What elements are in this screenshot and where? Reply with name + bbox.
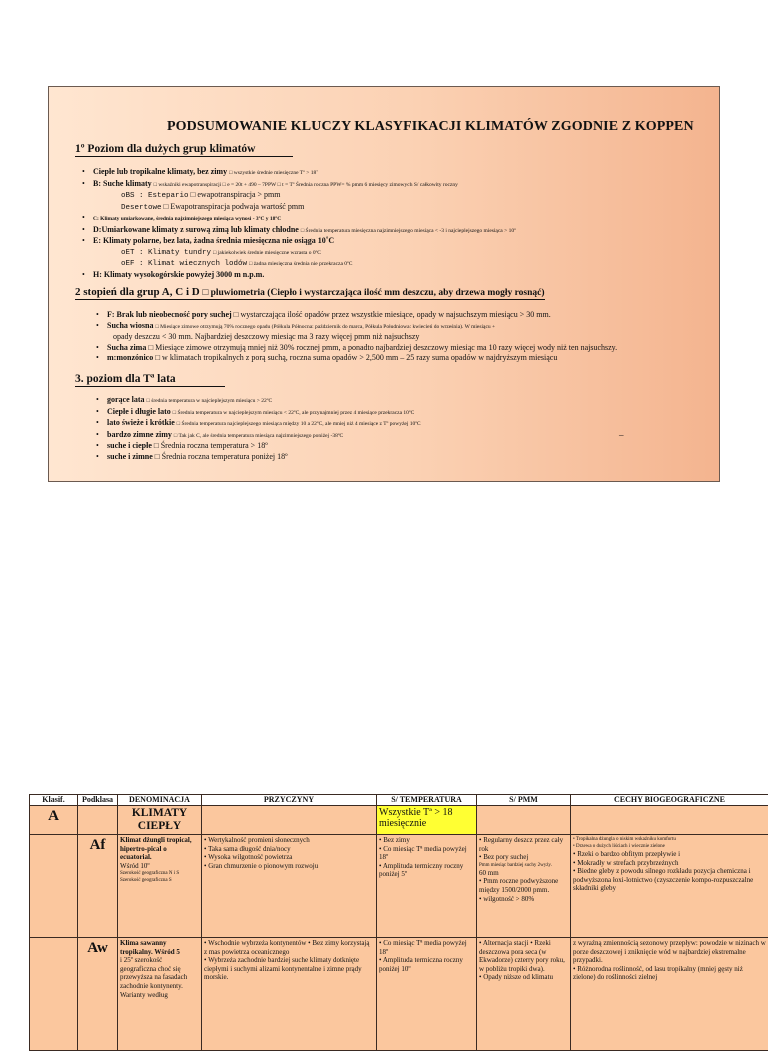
table-cell: • Bez zimy • Co miesiąc Tª media powyżej 18º • Amplituda termiczny roczny poniżej 5º — [377, 835, 477, 938]
list-item: • Ciepłe i długie lato □ Średnia temperatura w najcieplejszym miesiącu < 22ºC, ale przynajmniej przez 4 miesiące przekracza 10ºC — [107, 407, 421, 419]
list-item: • Sucha wiosna □ Miesiące zimowe otrzymują 70% rocznego opadu (Półkula Północna: październik do marca, Półkula Południowa: kwiecień do września). W miesiącu + — [107, 321, 617, 333]
list-item: oET : Klimaty tundry □ jakiekolwiek średnie miesięczne wzrasta o 0ºC — [93, 247, 516, 259]
section1-list — [93, 167, 516, 280]
list-item: • H: Klimaty wysokogórskie powyżej 3000 m n.p.m. — [93, 270, 516, 281]
table-cell — [477, 806, 571, 835]
table-cell — [30, 835, 78, 938]
dash-mark: _ — [619, 427, 624, 437]
table-cell: Klima sawanny tropikalny. Wśród 5 i 25º szerokość geograficzna choć się przewyższa na fasadach zachodnie kontynenty. Warianty według — [118, 938, 202, 1051]
table-cell: Aw — [78, 938, 118, 1051]
list-item: • suche i ciepłe □ Średnia roczna temperatura > 18º — [107, 441, 421, 452]
table-cell — [78, 806, 118, 835]
list-item: oBS : Estepario □ ewapotranspiracja > pmm — [93, 190, 516, 202]
table-row — [30, 806, 768, 835]
table-cell: • Tropikalna dżungla o niskim wskaźniku komfortu • Drzewa o dużych liściach i wiecznie zielone • Rzeki o bardzo obfitym przepływie i • Mokradły w strefach przybrzeżnych • Biedne gleby z powodu silnego rozkładu pozycja chemiczna i podwyższona łoxi-lotnictwo (czyszczenie kompo-rozpuszczalne składniki gleby — [571, 835, 768, 938]
list-item: • B: Suche klimaty □ wskaźniki ewapotranspiracji □ e = 20t + 490 – 7PPW □ t = Tº Średnia roczna PPW= % pmm 6 miesięcy zimowych S/ całkowity roczny — [93, 179, 516, 191]
table-cell — [202, 806, 377, 835]
table-cell — [571, 806, 768, 835]
col-header: Klasif. — [30, 795, 78, 806]
list-item: oEF : Klimat wiecznych lodów □ żadna miesięczna średnia nie przekracza 0ºC — [93, 258, 516, 270]
table-cell: Wszystkie Tª > 18 miesięcznie — [377, 806, 477, 835]
col-header: S/ TEMPERATURA — [377, 795, 477, 806]
table-header-row — [30, 795, 768, 806]
list-item: • D:Umiarkowane klimaty z surową zimą lub klimaty chłodne □ Średnia temperatura miesięczna najzimniejszego miesiąca < -3 i najcieplejszego miesiąca > 10º — [93, 225, 516, 237]
slide-title: PODSUMOWANIE KLUCZY KLASYFIKACJI KLIMATÓW ZGODNIE Z KOPPEN — [167, 119, 717, 135]
list-item: • Sucha zima □ Miesiące zimowe otrzymują mniej niż 30% rocznej pmm, a ponadto najbardziej deszczowy miesiąc ma 10 razy więcej wody niż ten najsuchszy. — [107, 343, 617, 354]
list-item: • suche i zimne □ Średnia roczna temperatura poniżej 18º — [107, 452, 421, 463]
section1-heading: 1º Poziom dla dużych grup klimatów — [75, 143, 293, 157]
col-header: DENOMINACJA — [118, 795, 202, 806]
table-cell: z wyraźną zmiennością sezonowy przepływ: powodzie w nizinach w porze deszczowej i zniknięcie wód w najbardziej ekstremalne przypadki. • Różnorodna roślinność, od lasu tropikalny (mniej gęsty niż zielone) do roślinności zielnej — [571, 938, 768, 1051]
slide — [48, 86, 720, 482]
list-item: • bardzo zimne zimy □ Tak jak C, ale średnia temperatura miesiąca najzimniejszego poniżej -38ºC — [107, 430, 421, 442]
section3-heading: 3. poziom dla Tª lata — [75, 373, 225, 387]
table-row — [30, 938, 768, 1051]
list-item: opady deszczu < 30 mm. Najbardziej deszczowy miesiąc ma 3 razy więcej pmm niż najsuchszy — [107, 332, 617, 343]
table-cell: KLIMATY CIEPŁY — [118, 806, 202, 835]
col-header: S/ PMM — [477, 795, 571, 806]
table-cell: • Regularny deszcz przez cały rok • Bez pory suchej Pmm miesiąc bardziej suchy 2wyży. 60 mm • Pmm roczne podwyższone między 1500/2000 pmm. • wilgotność > 80% — [477, 835, 571, 938]
list-item: • gorące lata □ średnia temperatura w najcieplejszym miesiącu > 22ºC — [107, 395, 421, 407]
table-cell: • Alternacja stacji • Rzeki deszczowa pora seca (w Ekwadorze) czterry pory roku, w pobliżu tropiki dwa). • Opady niższe od klimatu — [477, 938, 571, 1051]
col-header: PRZYCZYNY — [202, 795, 377, 806]
section2-heading: 2 stopień dla grup A, C i D □ pluwiometria (Ciepło i wystarczająca ilość mm deszczu, aby drzewa mogły rosnąć) — [75, 286, 545, 300]
table-cell: • Wertykalność promieni słonecznych • Taka sama długość dnia/nocy • Wysoka wilgotność powietrza • Gran chmurzenie o pionowym rozwoju — [202, 835, 377, 938]
list-item: • F: Brak lub nieobecność pory suchej □ wystarczająca ilość opadów przez wszystkie miesiące, opady w najsuchszym miesiącu > 30 mm. — [107, 310, 617, 321]
col-header: CECHY BIOGEOGRAFICZNE — [571, 795, 768, 806]
col-header: Podklasa — [78, 795, 118, 806]
list-item: Desertowe □ Ewapotranspiracja podwaja wartość pmm — [93, 202, 516, 214]
list-item: • Ciepłe lub tropikalne klimaty, bez zimy □ wszystkie średnie miesięczne Tº > 18˚ — [93, 167, 516, 179]
table-cell: • Wschodnie wybrzeża kontynentów • Bez zimy korzystają z mas powietrza oceanicznego • Wybrzeża zachodnie bardziej suche klimaty dotknięte ciepłymi i suchymi alizami kontynentalne i zimne prądy morskie. — [202, 938, 377, 1051]
table-cell: Af — [78, 835, 118, 938]
table-cell — [30, 938, 78, 1051]
section2-list — [107, 310, 617, 364]
section3-list — [107, 395, 421, 462]
table-cell: A — [30, 806, 78, 835]
climate-table — [29, 794, 768, 1051]
list-item: • m:monzónico □ w klimatach tropikalnych z porą suchą, roczna suma opadów > 2,500 mm – 25 razy suma opadów w najdryższym miesiącu — [107, 353, 617, 364]
table-row — [30, 835, 768, 938]
table-cell: Klimat dżungli tropical, hipertro-pical o ecuatorial. Wśród 10º Szerokość geograficzna N i S Szerokość geograficzna S — [118, 835, 202, 938]
list-item: • E: Klimaty polarne, bez lata, żadna średnia miesięczna nie osiąga 10˚C — [93, 236, 516, 247]
table-cell: • Co miesiąc Tª media powyżej 18º • Amplituda termiczna roczny poniżej 10º — [377, 938, 477, 1051]
list-item: • C: Klimaty umiarkowane, średnia najzimniejszego miesiąca wynosi - 3ºC y 18ºC — [93, 213, 516, 225]
list-item: • lato świeże i krótkie □ Średnia temperatura najcieplejszego miesiąca między 10 a 22ºC, ale mniej niż 4 miesiące z Tº powyżej 10ºC — [107, 418, 421, 430]
